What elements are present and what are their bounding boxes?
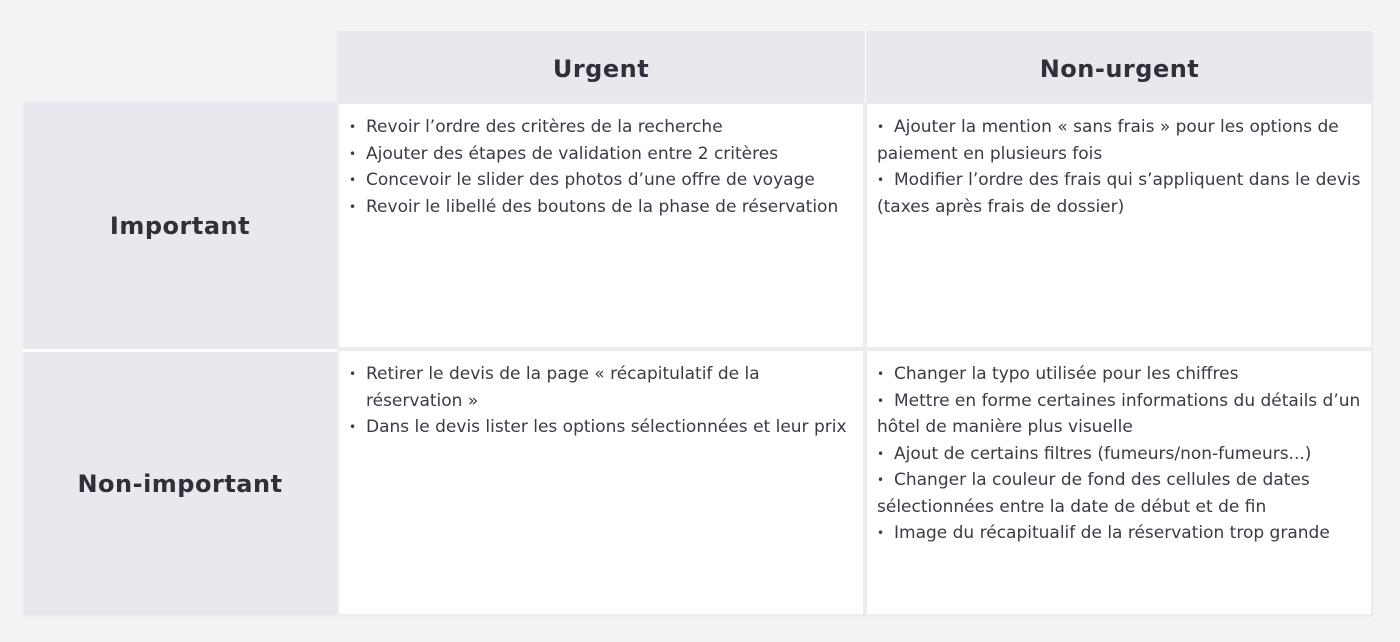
list-item: • Retirer le devis de la page « récapitulatif de la réservation » bbox=[349, 361, 853, 414]
task-list bbox=[349, 114, 853, 220]
row-header-important: Important bbox=[23, 102, 337, 349]
list-item: • Changer la couleur de fond des cellules de dates sélectionnées entre la date de début et de fin bbox=[877, 467, 1361, 520]
column-header-non-urgent: Non-urgent bbox=[865, 31, 1373, 102]
list-item: • Mettre en forme certaines informations du détails d’un hôtel de manière plus visuelle bbox=[877, 388, 1361, 441]
list-item: • Concevoir le slider des photos d’une offre de voyage bbox=[349, 167, 853, 194]
cell-non-important-non-urgent bbox=[865, 349, 1373, 616]
list-item: • Modifier l’ordre des frais qui s’appliquent dans le devis (taxes après frais de dossier) bbox=[877, 167, 1361, 220]
matrix-corner bbox=[23, 31, 337, 102]
column-header-urgent: Urgent bbox=[337, 31, 865, 102]
task-list bbox=[877, 114, 1361, 220]
list-item: • Ajout de certains filtres (fumeurs/non-fumeurs...) bbox=[877, 441, 1361, 468]
list-item: • Revoir le libellé des boutons de la phase de réservation bbox=[349, 194, 853, 221]
list-item: • Revoir l’ordre des critères de la recherche bbox=[349, 114, 853, 141]
cell-important-non-urgent bbox=[865, 102, 1373, 349]
priority-matrix bbox=[23, 31, 1373, 616]
task-list bbox=[349, 361, 853, 441]
matrix-bottom-border bbox=[23, 615, 1373, 617]
list-item: • Ajouter des étapes de validation entre 2 critères bbox=[349, 141, 853, 168]
list-item: • Dans le devis lister les options sélectionnées et leur prix bbox=[349, 414, 853, 441]
task-list bbox=[877, 361, 1361, 547]
list-item: • Changer la typo utilisée pour les chiffres bbox=[877, 361, 1361, 388]
cell-non-important-urgent bbox=[337, 349, 865, 616]
list-item: • Image du récapitualif de la réservation trop grande bbox=[877, 520, 1361, 547]
cell-important-urgent bbox=[337, 102, 865, 349]
list-item: • Ajouter la mention « sans frais » pour les options de paiement en plusieurs fois bbox=[877, 114, 1361, 167]
row-header-non-important: Non-important bbox=[23, 349, 337, 616]
